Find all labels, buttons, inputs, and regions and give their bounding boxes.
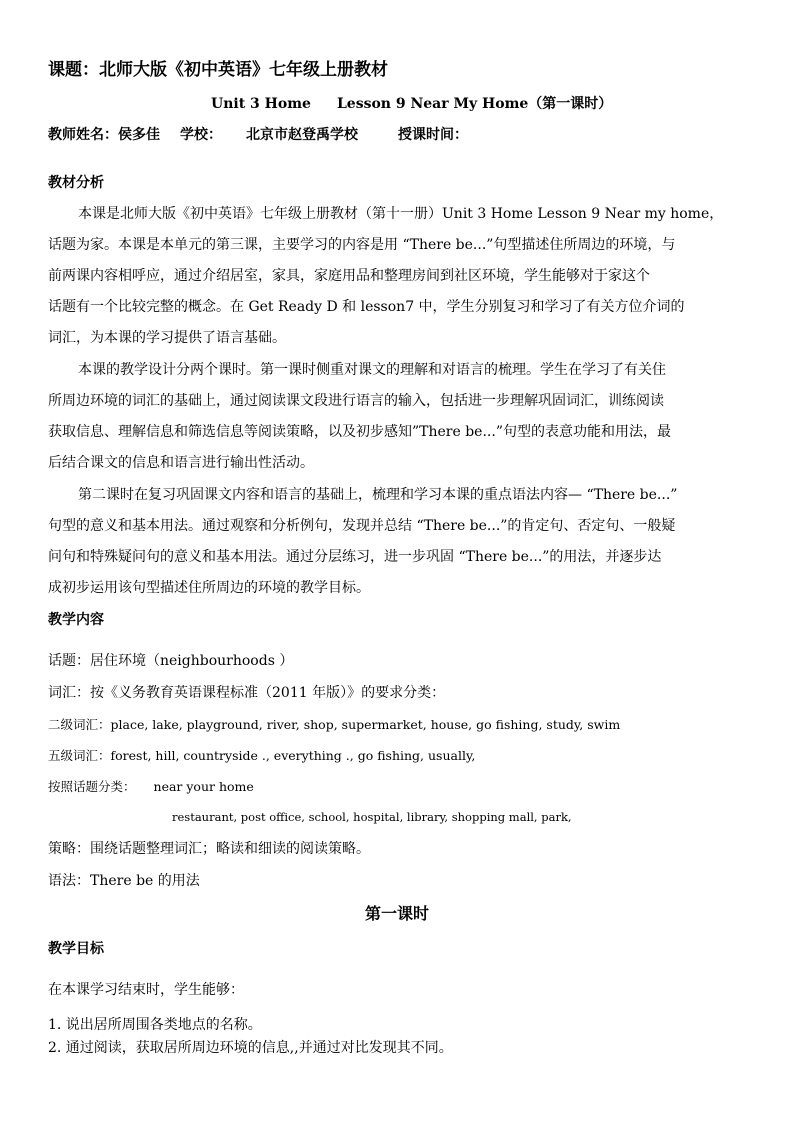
unit-lesson-line	[211, 96, 612, 113]
paragraph-line: 本课是北师大版《初中英语》七年级上册教材（第十一册）Unit 3 Home Lesson 9 Near my home，	[78, 206, 724, 222]
paragraph-line: 词汇，为本课的学习提供了语言基础。	[48, 330, 286, 346]
objective-item: 1. 说出居所周围各类地点的名称。	[48, 1017, 262, 1033]
paragraph-line: 本课的教学设计分两个课时。第一课时侧重对课文的理解和对语言的梳理。学生在学习了有关住	[78, 362, 666, 378]
paragraph-line: 问句和特殊疑问句的意义和基本用法。通过分层练习，进一步巩固 “There be...”的用法，并逐步达	[48, 549, 662, 565]
paragraph-line: 成初步运用该句型描述住所周边的环境的教学目标。	[48, 580, 370, 596]
session-title: 第一课时	[364, 904, 429, 923]
paragraph-line: 后结合课文的信息和语言进行输出性活动。	[48, 455, 314, 471]
paragraph-line: 第二课时在复习巩固课文内容和语言的基础上，梳理和学习本课的重点语法内容— “There be...”	[78, 487, 678, 503]
class-time-label: 授课时间：	[398, 127, 468, 143]
teacher-info-line	[48, 127, 468, 144]
content-heading: 教学内容	[48, 612, 104, 628]
level5-vocab-line: 五级词汇：forest, hill, countryside ., everything ., go fishing, usually,	[48, 748, 476, 763]
near-home-label: near your home	[153, 779, 254, 794]
paragraph-line: 所周边环境的词汇的基础上，通过阅读课文段进行语言的输入，包括进一步理解巩固词汇，训练阅读	[48, 393, 664, 409]
objectives-heading: 教学目标	[48, 941, 104, 957]
teacher-name: 教师姓名：侯多佳	[48, 127, 160, 143]
unit-label: Unit 3 Home	[211, 96, 311, 112]
paragraph-line: 前两课内容相呼应，通过介绍居室，家具，家庭用品和整理房间到社区环境，学生能够对于家这个	[48, 268, 650, 284]
topic-line: 话题：居住环境（neighbourhoods ）	[48, 653, 294, 669]
places-line: restaurant, post office, school, hospital, library, shopping mall, park,	[172, 810, 572, 824]
by-topic-line	[48, 779, 254, 794]
paragraph-line: 获取信息、理解信息和筛选信息等阅读策略，以及初步感知”There be...”句型的表意功能和用法，最	[48, 424, 671, 440]
school-label: 学校：	[180, 127, 222, 143]
paragraph-line: 句型的意义和基本用法。通过观察和分析例句，发现并总结 “There be...”的肯定句、否定句、一般疑	[48, 518, 676, 534]
paragraph-line: 话题有一个比较完整的概念。在 Get Ready D 和 lesson7 中，学生分别复习和学习了有关方位介词的	[48, 299, 685, 315]
grammar-line: 语法：There be 的用法	[48, 873, 200, 889]
school-name: 北京市赵登禹学校	[246, 127, 358, 143]
level2-vocab-line: 二级词汇：place, lake, playground, river, shop, supermarket, house, go fishing, study, swim	[48, 717, 621, 732]
vocab-line: 词汇：按《义务教育英语课程标准（2011 年版）》的要求分类：	[48, 685, 446, 701]
lesson-title: 课题：北师大版《初中英语》七年级上册教材	[48, 60, 388, 80]
lesson-label: Lesson 9 Near My Home（第一课时）	[336, 96, 613, 112]
analysis-heading: 教材分析	[48, 175, 104, 191]
objective-item: 2. 通过阅读，获取居所周边环境的信息,,并通过对比发现其不同。	[48, 1040, 453, 1056]
objectives-intro: 在本课学习结束时，学生能够：	[48, 982, 244, 998]
by-topic-label: 按照话题分类：	[48, 779, 136, 794]
strategy-line: 策略：围绕话题整理词汇；略读和细读的阅读策略。	[48, 841, 370, 857]
paragraph-line: 话题为家。本课是本单元的第三课，主要学习的内容是用 “There be...”句型描述住所周边的环境，与	[48, 237, 676, 253]
